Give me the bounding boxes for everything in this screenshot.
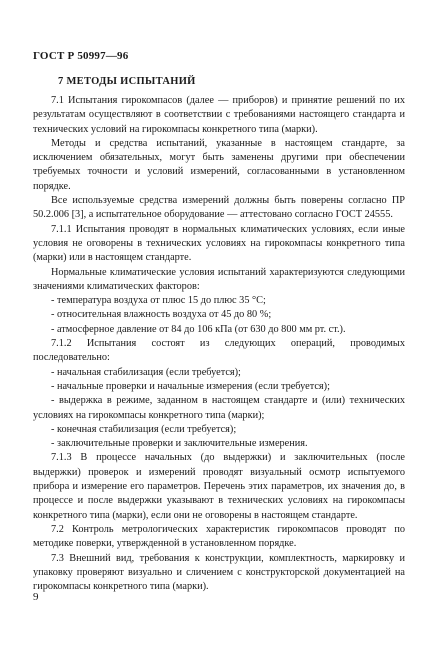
- list-item-exposure: - выдержка в режиме, заданном в настоящем стандарте и (или) технических условиях на гирокомпасы конкретного типа (марки);: [33, 395, 405, 421]
- list-item-temperature: - температура воздуха от плюс 15 до плюс 35 °С;: [51, 295, 266, 307]
- section-title: 7 МЕТОДЫ ИСПЫТАНИЙ: [58, 76, 196, 87]
- page-number: 9: [33, 591, 39, 603]
- paragraph-7-2: 7.2 Контроль метрологических характеристик гирокомпасов проводят по методике поверки, утвержденной в установленном порядке.: [33, 523, 405, 550]
- list-item-final-checks: - заключительные проверки и заключительные измерения.: [51, 438, 308, 450]
- paragraph-7-1-2: 7.1.2 Испытания состоят из следующих операций, проводимых последовательно:: [33, 338, 405, 364]
- paragraph-normal-conditions: Нормальные климатические условия испытаний характеризуются следующими значениями климатических факторов:: [33, 266, 405, 292]
- paragraph-methods: Методы и средства испытаний, указанные в настоящем стандарте, за исключением обязательных, могут быть заменены другими при обеспечении требуемых точности и условий измерений, согласованными в установленном порядке.: [33, 137, 405, 192]
- paragraph-instruments: Все используемые средства измерений должны быть поверены согласно ПР 50.2.006 [3], а испытательное оборудование — аттестовано согласно ГОСТ 24555.: [33, 195, 405, 221]
- paragraph-7-1-1: 7.1.1 Испытания проводят в нормальных климатических условиях, если иные условия не оговорены в технических условиях на гирокомпасы конкретного типа (марки) или в настоящем стандарте.: [33, 223, 405, 264]
- list-item-initial-stabilization: - начальная стабилизация (если требуется);: [51, 366, 241, 378]
- body-text: [33, 94, 405, 594]
- list-item-final-stabilization: - конечная стабилизация (если требуется);: [51, 423, 237, 435]
- paragraph-7-1: 7.1 Испытания гирокомпасов (далее — приборов) и принятие решений по их результатам осуществляют в соответствии с требованиями настоящего стандарта и технических условий на гирокомпасы конкретного типа (марки).: [33, 95, 405, 135]
- list-item-initial-checks: - начальные проверки и начальные измерения (если требуется);: [51, 380, 330, 392]
- paragraph-7-3: 7.3 Внешний вид, требования к конструкции, комплектность, маркировку и упаковку проверяют визуально и сличением с конструкторской документацией на гирокомпасы конкретного типа (марки).: [33, 552, 405, 593]
- list-item-pressure: - атмосферное давление от 84 до 106 кПа (от 630 до 800 мм рт. ст.).: [51, 323, 346, 335]
- document-code-header: ГОСТ Р 50997—96: [33, 50, 129, 62]
- list-item-humidity: - относительная влажность воздуха от 45 до 80 %;: [51, 309, 272, 321]
- paragraph-7-1-3: 7.1.3 В процессе начальных (до выдержки) и заключительных (после выдержки) проверок и измерений проводят визуальный осмотр испытуемого прибора и измерение его параметров. Перечень этих параметров, их значения до, в процессе и после выдержки указывают в технических условиях на гирокомпасы конкретного типа (марки), если они не оговорены в настоящем стандарте.: [33, 452, 405, 521]
